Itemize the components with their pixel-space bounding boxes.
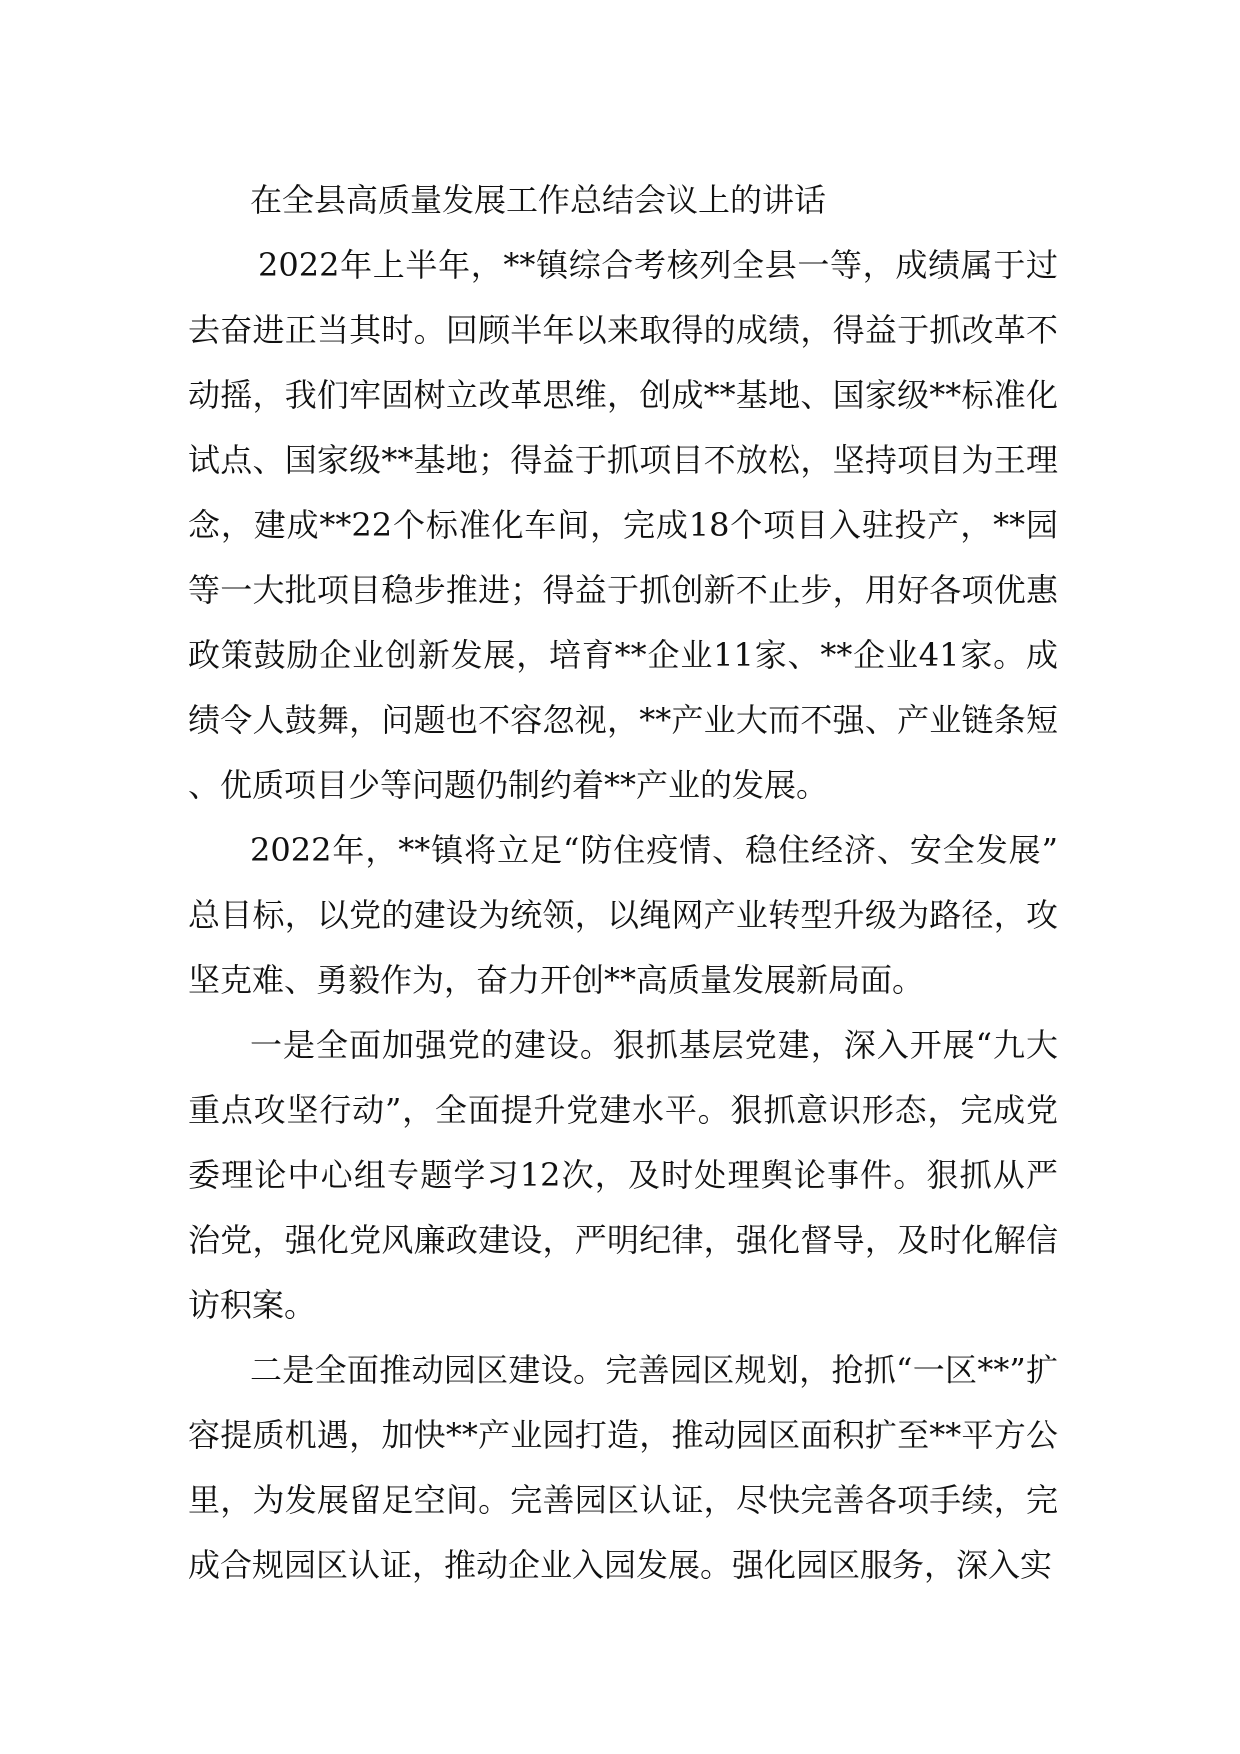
- document-title: 在全县高质量发展工作总结会议上的讲话: [250, 181, 827, 219]
- paragraph-4: 二是全面推动园区建设。完善园区规划，抢抓“一区**”扩容提质机遇，加快**产业园打造，推动园区面积扩至**平方公里，为发展留足空间。完善园区认证，尽快完善各项手续，完成合规园区认证，推动企业入园发展。强化园区服务，深入实: [188, 1351, 1058, 1584]
- paragraph-2: 2022年，**镇将立足“防住疫情、稳住经济、安全发展”总目标，以党的建设为统领，以绳网产业转型升级为路径，攻坚克难、勇毅作为，奋力开创**高质量发展新局面。: [188, 831, 1058, 999]
- paragraph-1: 2022年上半年，**镇综合考核列全县一等，成绩属于过去奋进正当其时。回顾半年以来取得的成绩，得益于抓改革不动摇，我们牢固树立改革思维，创成**基地、国家级**标准化试点、国家级**基地；得益于抓项目不放松，坚持项目为王理念，建成**22个标准化车间，完成18个项目入驻投产，**园等一大批项目稳步推进；得益于抓创新不止步，用好各项优惠政策鼓励企业创新发展，培育**企业11家、**企业41家。成绩令人鼓舞，问题也不容忽视，**产业大而不强、产业链条短、优质项目少等问题仍制约着**产业的发展。: [188, 246, 1058, 804]
- document-body: [188, 168, 1058, 1598]
- paragraph-3: 一是全面加强党的建设。狠抓基层党建，深入开展“九大重点攻坚行动”，全面提升党建水平。狠抓意识形态，完成党委理论中心组专题学习12次，及时处理舆论事件。狠抓从严治党，强化党风廉政建设，严明纪律，强化督导，及时化解信访积案。: [188, 1026, 1058, 1324]
